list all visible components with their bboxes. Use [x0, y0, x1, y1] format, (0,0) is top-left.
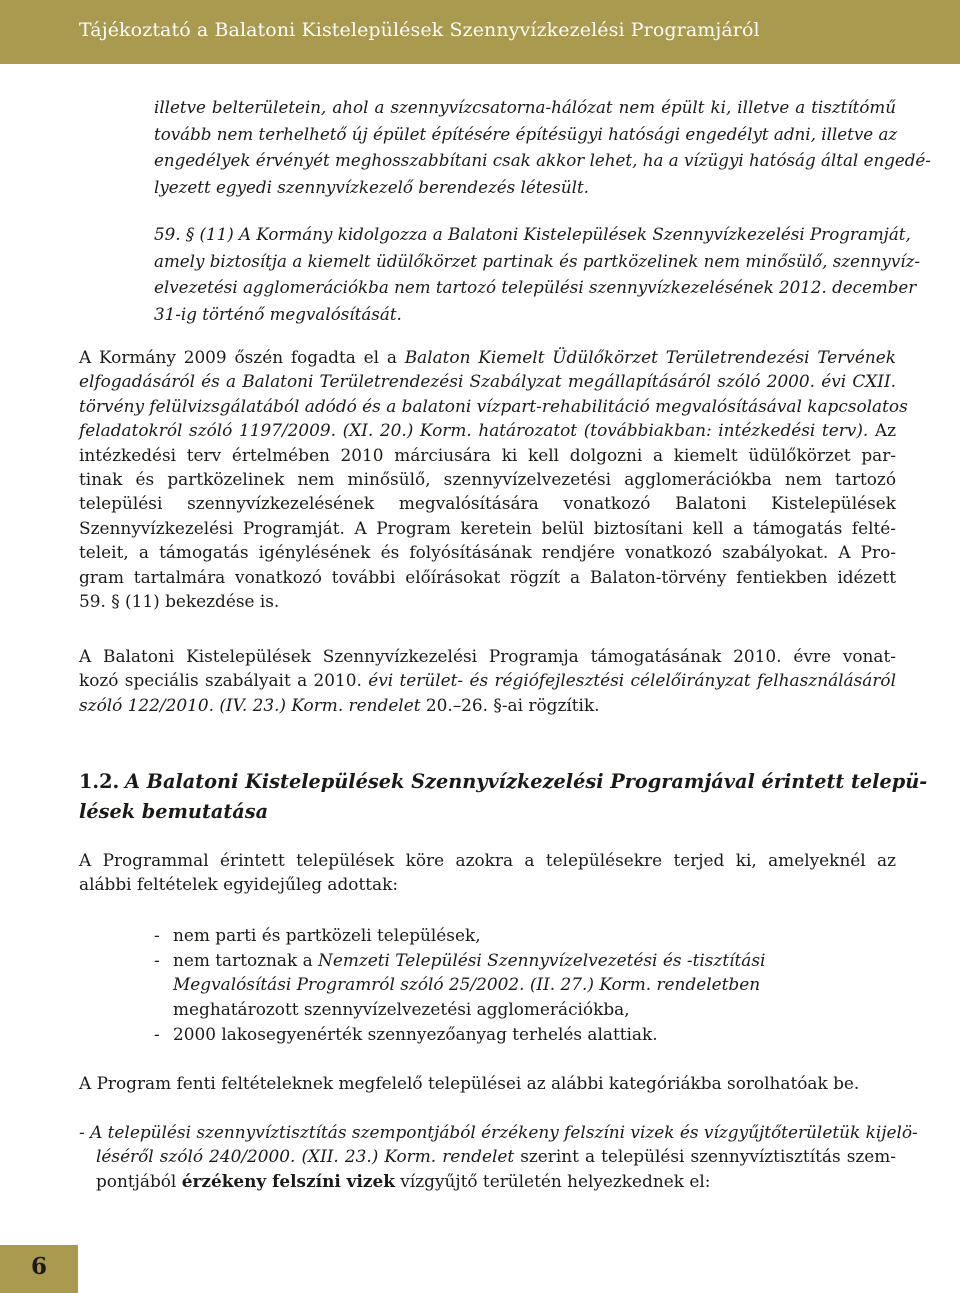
paragraph-line: teleit, a támogatás igénylésének és folyósításának rendjére vonatkozó szabályokat. A Pro- — [79, 542, 896, 563]
paragraph-line: A Programmal érintett települések köre azokra a településekre terjed ki, amelyeknél az — [79, 850, 896, 870]
page-header-bar — [0, 0, 960, 64]
quote-line: engedélyek érvényét meghosszabbítani csak akkor lehet, ha a vízügyi hatóság által engedé- — [154, 150, 931, 170]
list-item — [154, 923, 481, 947]
quote-line: amely biztosítja a kiemelt üdülőkörzet partinak és partközelinek nem minősülő, szennyvíz- — [154, 250, 921, 271]
paragraph-line — [96, 1169, 896, 1193]
paragraph-line — [79, 345, 896, 369]
quote-line: tovább nem terhelhető új épület építésére építésügyi hatósági engedélyt adni, illetve az — [154, 123, 898, 144]
law-reference: évi terület- és régiófejlesztési célelőirányzat felhasználásáról — [368, 670, 896, 691]
section-heading — [79, 767, 928, 827]
quote-block-1 — [154, 94, 931, 200]
paragraph-line — [96, 1144, 896, 1168]
emphasis-text: érzékeny felszíni vizek — [181, 1170, 395, 1191]
list-item — [154, 1022, 658, 1046]
law-reference: Balaton Kiemelt Üdülőkörzet Területrendezési Tervének — [404, 347, 896, 367]
header-title: Tájékoztató a Balatoni Kistelepülések Szennyvízkezelési Programjáról — [79, 19, 760, 41]
paragraph-line: A Program fenti feltételeknek megfelelő települései az alábbi kategóriákba sorolhatóak be. — [79, 1073, 860, 1093]
paragraph-1 — [79, 345, 908, 613]
law-reference: - A települési szennyvíztisztítás szempontjából érzékeny felszíni vizek és vízgyűjtőterületük kijelö- — [79, 1122, 918, 1142]
quote-line: illetve belterületein, ahol a szennyvízcsatorna-hálózat nem épült ki, illetve a tisztítómű — [154, 97, 896, 117]
list-item — [154, 948, 765, 1021]
law-reference: Nemzeti Települési Szennyvízelvezetési és -tisztítási — [318, 950, 766, 970]
paragraph-line — [79, 1120, 918, 1144]
list-item-text: 2000 lakosegyenérték szennyezőanyag terhelés alattiak. — [173, 1024, 658, 1044]
text-run: szerint a települési szennyvíztisztítás szem- — [514, 1146, 896, 1167]
list-dash: - — [154, 1024, 160, 1044]
text-run: kozó speciális szabályait a 2010. — [79, 670, 369, 691]
paragraph-5 — [79, 1120, 918, 1193]
law-reference: feladatokról szóló 1197/2009. (XI. 20.) Korm. határozatot (továbbiakban: intézkedési terv). — [79, 420, 869, 441]
paragraph-line: települési szennyvízkezelésének megvalósítására vonatkozó Balatoni Kistelepülések — [79, 493, 896, 514]
paragraph-line: alábbi feltételek egyidejűleg adottak: — [79, 874, 399, 895]
page-number-tab — [0, 1245, 78, 1293]
law-reference: léséről szóló 240/2000. (XII. 23.) Korm. rendelet — [96, 1146, 515, 1167]
quote-line: 31-ig történő megvalósítását. — [154, 303, 402, 324]
quote-block-2 — [154, 221, 921, 327]
text-run: pontjából — [96, 1170, 182, 1191]
section-title-line: A Balatoni Kistelepülések Szennyvízkezelési Programjával érintett telepü- — [125, 770, 928, 793]
paragraph-line: intézkedési terv értelmében 2010 márciusára ki kell dolgozni a kiemelt üdülőkörzet par- — [79, 444, 896, 465]
law-reference: szóló 122/2010. (IV. 23.) Korm. rendelet — [79, 694, 421, 715]
list-item-text: nem parti és partközeli települések, — [173, 925, 481, 945]
paragraph-4 — [79, 1071, 896, 1095]
list-item-text — [173, 948, 765, 972]
paragraph-line: 59. § (11) bekezdése is. — [79, 591, 280, 612]
list-item-text: meghatározott szennyvízelvezetési agglomerációkba, — [173, 998, 630, 1019]
text-run: nem tartoznak a — [173, 950, 319, 970]
section-number: 1.2. — [79, 770, 120, 793]
page-number: 6 — [30, 1253, 47, 1280]
paragraph-line: gram tartalmára vonatkozó további előírásokat rögzít a Balaton-törvény fentiekben idézett — [79, 566, 896, 587]
paragraph-line — [79, 418, 896, 442]
law-reference: törvény felülvizsgálatából adódó és a balatoni vízpart-rehabilitáció megvalósításával kapcsolatos — [79, 395, 908, 416]
section-title-line: lések bemutatása — [79, 800, 269, 823]
text-run: vízgyűjtő területén helyezkednek el: — [394, 1170, 711, 1191]
law-reference: Megvalósítási Programról szóló 25/2002. (II. 27.) Korm. rendeletben — [173, 974, 761, 995]
quote-line: lyezett egyedi szennyvízkezelő berendezés létesült. — [154, 176, 589, 197]
quote-line: elvezetési agglomerációkba nem tartozó települési szennyvízkezelésének 2012. december — [154, 277, 917, 297]
paragraph-line — [79, 394, 908, 418]
text-run: Az — [868, 420, 897, 441]
list-item-text — [173, 972, 765, 996]
law-reference: elfogadásáról és a Balatoni Területrendezési Szabályzat megállapításáról szóló 2000. évi CXII. — [79, 371, 896, 392]
quote-line: 59. § (11) A Kormány kidolgozza a Balatoni Kistelepülések Szennyvízkezelési Programját, — [154, 224, 911, 244]
paragraph-line — [79, 369, 896, 393]
paragraph-line: Szennyvízkezelési Programját. A Program keretein belül biztosítani kell a támogatás felté- — [79, 517, 896, 538]
paragraph-line: tinak és partközelinek nem minősülő, szennyvízelvezetési agglomerációkba nem tartozó — [79, 469, 896, 490]
list-dash: - — [154, 950, 160, 970]
text-run: 20.–26. §-ai rögzítik. — [420, 694, 600, 715]
list-dash: - — [154, 925, 160, 945]
paragraph-line — [79, 693, 896, 717]
paragraph-3 — [79, 848, 896, 897]
paragraph-2 — [79, 644, 896, 717]
text-run: A Kormány 2009 őszén fogadta el a — [79, 347, 405, 367]
paragraph-line — [79, 668, 896, 692]
paragraph-line: A Balatoni Kistelepülések Szennyvízkezelési Programja támogatásának 2010. évre vonat- — [79, 646, 896, 666]
